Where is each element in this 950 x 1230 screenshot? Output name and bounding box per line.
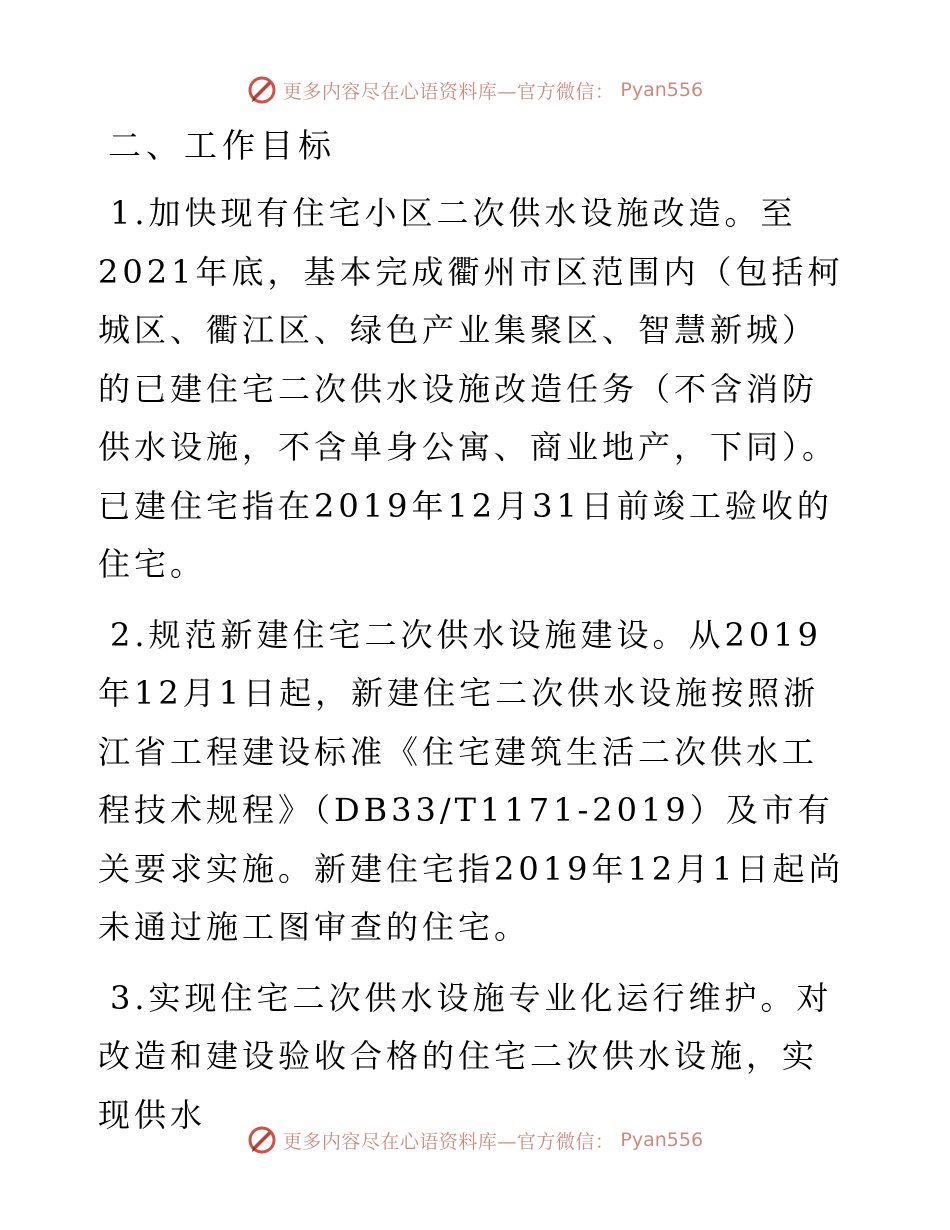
- document-body: [98, 124, 853, 1156]
- watermark-text: 更多内容尽在心语资料库—官方微信：: [282, 1130, 615, 1153]
- quill-pen-logo-icon: [247, 1125, 277, 1155]
- section-heading: 二、工作目标: [108, 126, 336, 165]
- watermark-wechat-id: Pyan556: [620, 79, 704, 101]
- quill-pen-logo-icon: [247, 75, 277, 105]
- paragraph-3: 3.实现住宅二次供水设施专业化运行维护。对改造和建设验收合格的住宅二次供水设施，实现供水: [98, 978, 833, 1134]
- watermark-text: 更多内容尽在心语资料库—官方微信：: [282, 80, 615, 103]
- paragraph-1: 1.加快现有住宅小区二次供水设施改造。至2021年底，基本完成衢州市区范围内（包括柯城区、衢江区、绿色产业集聚区、智慧新城）的已建住宅二次供水设施改造任务（不含消防供水设施，不含单身公寓、商业地产，下同）。已建住宅指在2019年12月31日前竣工验收的住宅。: [98, 194, 844, 583]
- watermark-wechat-id: Pyan556: [620, 1129, 704, 1151]
- footer-watermark: [0, 1120, 950, 1160]
- paragraph-2: 2.规范新建住宅二次供水设施建设。从2019年12月1日起，新建住宅二次供水设施按照浙江省工程建设标准《住宅建筑生活二次供水工程技术规程》（DB33/T1171-2019）及市有关要求实施。新建住宅指2019年12月1日起尚未通过施工图审查的住宅。: [98, 615, 845, 946]
- header-watermark: [0, 70, 950, 110]
